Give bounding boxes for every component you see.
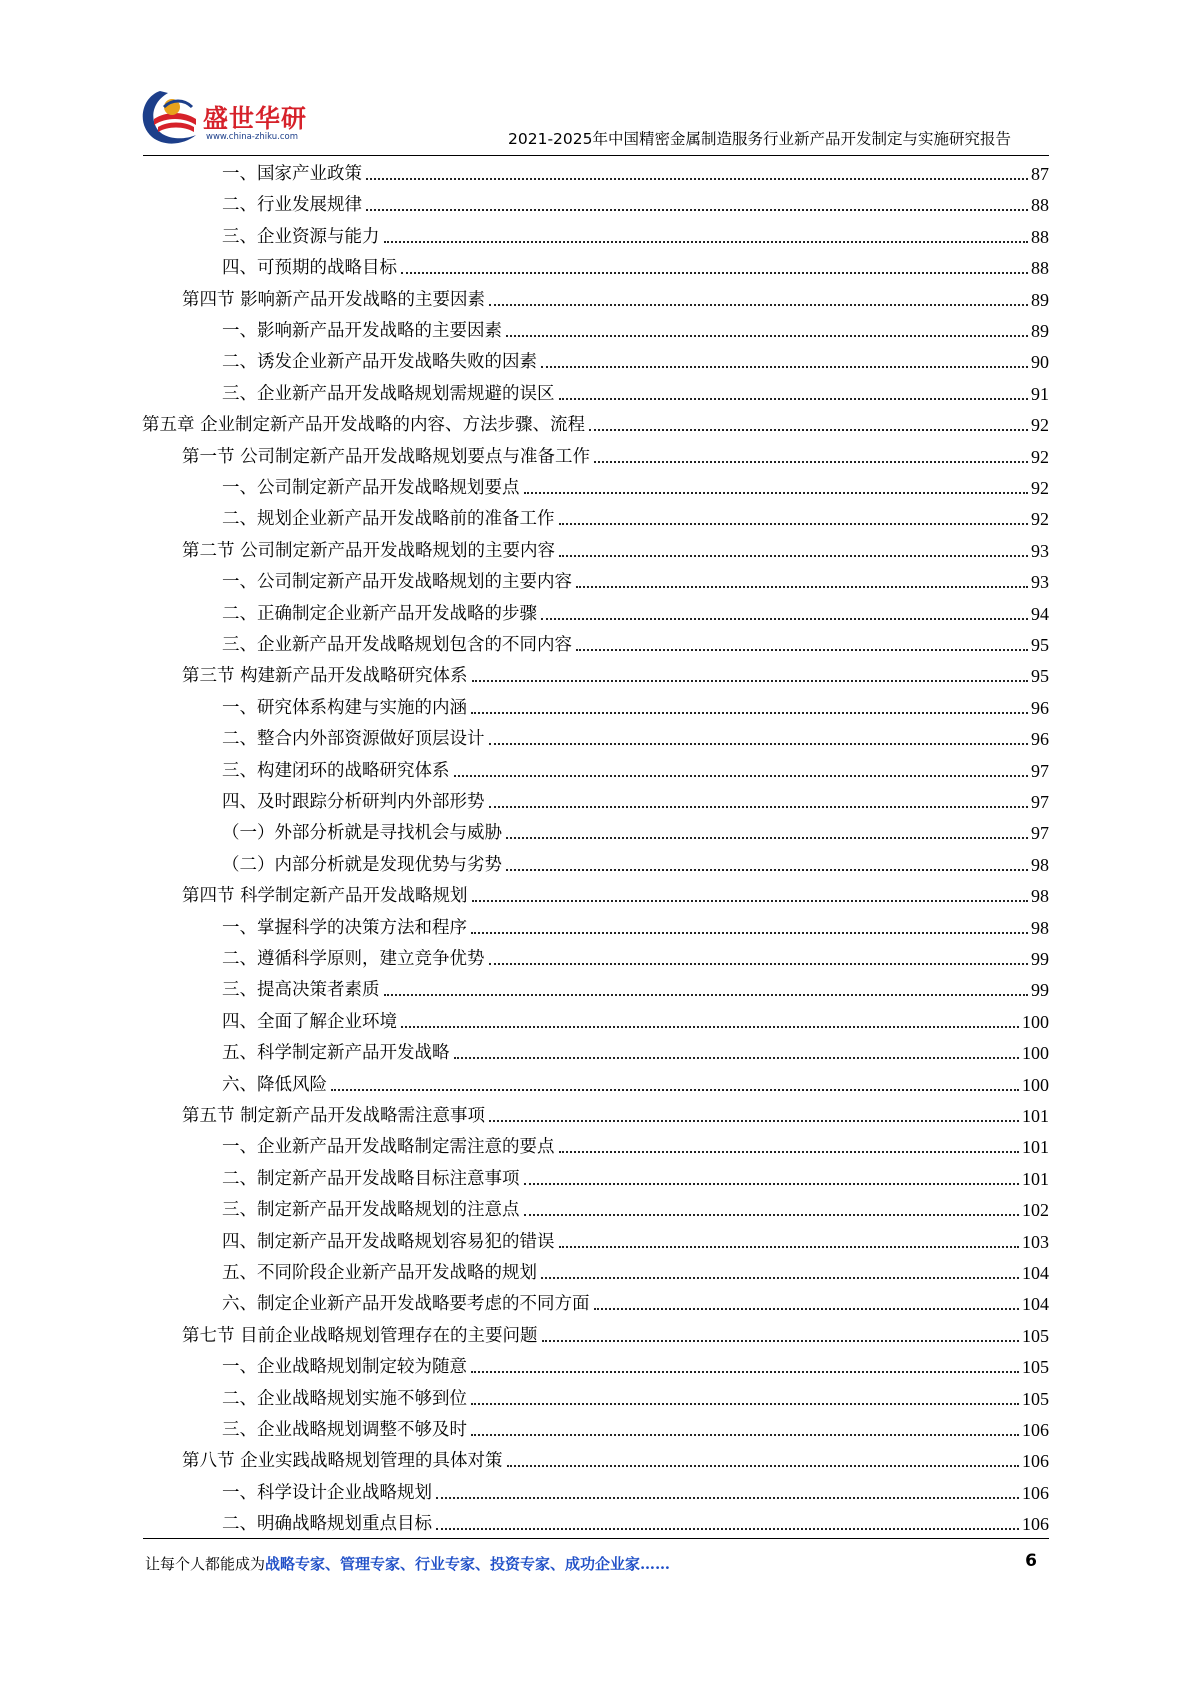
toc-entry-label: 三、构建闭环的战略研究体系 (222, 760, 450, 781)
toc-entry-page: 100 (1022, 1011, 1049, 1032)
toc-entry-page: 88 (1031, 226, 1049, 247)
toc-leader-dots (506, 869, 1028, 871)
toc-entry[interactable] (222, 1066, 1049, 1096)
toc-leader-dots (489, 304, 1028, 306)
toc-entry-label: 第四节 影响新产品开发战略的主要因素 (182, 289, 486, 310)
toc-entry[interactable] (182, 281, 1049, 311)
toc-entry[interactable] (182, 657, 1049, 687)
toc-leader-dots (589, 429, 1028, 431)
toc-leader-dots (559, 1246, 1020, 1248)
toc-entry-label: 一、公司制定新产品开发战略规划的主要内容 (222, 572, 572, 593)
toc-entry[interactable] (222, 595, 1049, 625)
toc-leader-dots (524, 1183, 1020, 1185)
toc-entry-page: 101 (1022, 1168, 1049, 1189)
toc-leader-dots (489, 806, 1029, 808)
footer-slogan-emphasis: 战略专家、管理专家、行业专家、投资专家、成功企业家…… (265, 1555, 671, 1573)
toc-leader-dots (559, 1151, 1020, 1153)
toc-entry[interactable] (222, 783, 1049, 813)
toc-leader-dots (541, 1277, 1019, 1279)
toc-leader-dots (454, 1057, 1020, 1059)
toc-entry-page: 88 (1031, 195, 1049, 216)
toc-leader-dots (542, 1340, 1019, 1342)
toc-leader-dots (576, 649, 1028, 651)
toc-entry-page: 103 (1022, 1231, 1049, 1252)
toc-entry[interactable] (222, 1348, 1049, 1378)
toc-entry-page: 105 (1022, 1325, 1049, 1346)
toc-entry[interactable] (222, 1160, 1049, 1190)
toc-entry[interactable] (222, 626, 1049, 656)
toc-entry-page: 97 (1031, 823, 1049, 844)
toc-leader-dots (506, 335, 1028, 337)
toc-entry-page: 92 (1031, 446, 1049, 467)
toc-entry-page: 104 (1022, 1294, 1049, 1315)
toc-entry-label: 一、掌握科学的决策方法和程序 (222, 917, 467, 938)
report-title: 2021-2025年中国精密金属制造服务行业新产品开发制定与实施研究报告 (508, 130, 1011, 148)
toc-entry[interactable] (222, 563, 1049, 593)
toc-leader-dots (489, 963, 1029, 965)
toc-entry-page: 100 (1022, 1074, 1049, 1095)
toc-entry[interactable] (222, 375, 1049, 405)
toc-leader-dots (366, 178, 1028, 180)
toc-entry-page: 106 (1022, 1514, 1049, 1535)
toc-entry[interactable] (182, 877, 1049, 907)
toc-entry-page: 106 (1022, 1451, 1049, 1472)
toc-entry[interactable] (182, 438, 1049, 468)
toc-entry-label: 三、企业新产品开发战略规划包含的不同内容 (222, 635, 572, 655)
toc-entry[interactable] (222, 909, 1049, 939)
toc-entry[interactable] (222, 1380, 1049, 1410)
toc-entry-page: 97 (1031, 792, 1049, 812)
toc-leader-dots (576, 586, 1028, 588)
toc-entry-label: 三、企业资源与能力 (222, 226, 380, 247)
toc-entry[interactable] (222, 249, 1049, 279)
toc-entry-label: （一）外部分析就是寻找机会与威胁 (222, 823, 502, 844)
toc-leader-dots (454, 775, 1029, 777)
toc-leader-dots (436, 1497, 1019, 1499)
toc-entry-label: 三、企业新产品开发战略规划需规避的误区 (222, 383, 555, 404)
toc-leader-dots (559, 398, 1029, 400)
toc-entry-label: 一、影响新产品开发战略的主要因素 (222, 321, 502, 341)
toc-leader-dots (384, 241, 1029, 243)
toc-entry-page: 95 (1031, 666, 1049, 687)
toc-leader-dots (331, 1089, 1019, 1091)
toc-entry-page: 96 (1031, 697, 1049, 718)
toc-entry[interactable] (222, 1128, 1049, 1158)
toc-entry-label: 六、制定企业新产品开发战略要考虑的不同方面 (222, 1294, 590, 1315)
toc-entry-label: （二）内部分析就是发现优势与劣势 (222, 854, 502, 875)
toc-entry-page: 94 (1031, 603, 1049, 624)
toc-entry-label: 一、国家产业政策 (222, 164, 362, 184)
toc-entry[interactable] (222, 689, 1049, 719)
toc-leader-dots (471, 712, 1028, 714)
toc-entry[interactable] (222, 971, 1049, 1001)
toc-leader-dots (594, 1308, 1020, 1310)
toc-entry[interactable] (222, 846, 1049, 876)
toc-entry-label: 第一节 公司制定新产品开发战略规划要点与准备工作 (182, 446, 591, 467)
toc-entry[interactable] (182, 1317, 1049, 1347)
toc-entry-page: 98 (1031, 854, 1049, 875)
toc-entry-page: 89 (1031, 289, 1049, 310)
toc-entry[interactable] (222, 343, 1049, 373)
toc-leader-dots (384, 994, 1029, 996)
toc-entry-label: 二、行业发展规律 (222, 195, 362, 216)
toc-entry-label: 二、诱发企业新产品开发战略失败的因素 (222, 352, 537, 373)
toc-leader-dots (559, 523, 1029, 525)
toc-entry[interactable] (222, 1223, 1049, 1253)
logo-url: www.china-zhiku.com (206, 132, 298, 142)
toc-entry-label: 五、不同阶段企业新产品开发战略的规划 (222, 1263, 537, 1283)
toc-leader-dots (524, 492, 1029, 494)
toc-entry-page: 102 (1022, 1200, 1049, 1221)
toc-entry-page: 101 (1022, 1106, 1049, 1126)
toc-entry-label: 第七节 目前企业战略规划管理存在的主要问题 (182, 1325, 538, 1346)
toc-entry-page: 90 (1031, 352, 1049, 373)
toc-entry[interactable] (222, 500, 1049, 530)
toc-entry[interactable] (222, 1003, 1049, 1033)
page-header (0, 0, 1191, 160)
footer-divider (143, 1538, 1049, 1539)
toc-entry-page: 100 (1022, 1043, 1049, 1064)
toc-leader-dots (559, 555, 1028, 557)
toc-entry-label: 二、制定新产品开发战略目标注意事项 (222, 1168, 520, 1189)
toc-entry[interactable] (222, 1505, 1049, 1535)
toc-entry-label: 第五节 制定新产品开发战略需注意事项 (182, 1106, 486, 1126)
logo-text: 盛世华研 (203, 104, 308, 133)
toc-entry-page: 105 (1022, 1357, 1049, 1378)
footer-slogan-prefix: 让每个人都能成为 (145, 1555, 266, 1573)
toc-entry-page: 98 (1031, 886, 1049, 907)
toc-entry-label: 第八节 企业实践战略规划管理的具体对策 (182, 1451, 503, 1472)
toc-entry[interactable] (222, 720, 1049, 750)
toc-leader-dots (471, 1403, 1019, 1405)
toc-entry-label: 第三节 构建新产品开发战略研究体系 (182, 666, 468, 687)
toc-entry-page: 92 (1031, 415, 1049, 436)
toc-entry[interactable] (222, 469, 1049, 499)
page-number: 6 (1025, 1551, 1037, 1571)
toc-entry[interactable] (222, 940, 1049, 970)
toc-entry-page: 95 (1031, 635, 1049, 655)
toc-leader-dots (507, 1465, 1019, 1467)
toc-leader-dots (471, 932, 1028, 934)
toc-entry-label: 二、遵循科学原则，建立竞争优势 (222, 949, 485, 969)
toc-entry-label: 四、及时跟踪分析研判内外部形势 (222, 792, 485, 812)
toc-entry-label: 六、降低风险 (222, 1074, 327, 1095)
toc-entry-label: 四、可预期的战略目标 (222, 258, 397, 279)
toc-entry-page: 106 (1022, 1482, 1049, 1503)
toc-entry[interactable] (222, 1411, 1049, 1441)
toc-leader-dots (541, 618, 1028, 620)
toc-leader-dots (436, 1528, 1019, 1530)
toc-entry-page: 93 (1031, 572, 1049, 593)
toc-entry-page: 87 (1031, 164, 1049, 184)
toc-leader-dots (594, 461, 1028, 463)
toc-entry[interactable] (222, 1254, 1049, 1284)
toc-entry[interactable] (222, 155, 1049, 185)
toc-entry-page: 99 (1031, 980, 1049, 1001)
toc-entry[interactable] (222, 1285, 1049, 1315)
toc-entry-page: 97 (1031, 760, 1049, 781)
toc-leader-dots (401, 1026, 1019, 1028)
footer-slogan (145, 1553, 670, 1574)
toc-entry[interactable] (182, 1442, 1049, 1472)
toc-entry-label: 五、科学制定新产品开发战略 (222, 1043, 450, 1064)
toc-entry-page: 91 (1031, 383, 1049, 404)
toc-leader-dots (401, 272, 1028, 274)
toc-entry-label: 第二节 公司制定新产品开发战略规划的主要内容 (182, 540, 556, 561)
toc-entry-label: 二、正确制定企业新产品开发战略的步骤 (222, 603, 537, 624)
toc-leader-dots (366, 209, 1028, 211)
toc-entry[interactable] (182, 1097, 1049, 1127)
toc-entry[interactable] (222, 814, 1049, 844)
toc-entry-label: 三、制定新产品开发战略规划的注意点 (222, 1200, 520, 1221)
toc-entry[interactable] (222, 1034, 1049, 1064)
toc-entry-label: 二、企业战略规划实施不够到位 (222, 1388, 467, 1409)
toc-entry[interactable] (182, 532, 1049, 562)
toc-entry[interactable] (222, 752, 1049, 782)
toc-leader-dots (472, 680, 1028, 682)
toc-leader-dots (506, 837, 1028, 839)
toc-leader-dots (541, 366, 1028, 368)
toc-entry-label: 二、规划企业新产品开发战略前的准备工作 (222, 509, 555, 530)
toc-entry-page: 88 (1031, 258, 1049, 279)
toc-entry-page: 101 (1022, 1137, 1049, 1158)
toc-leader-dots (471, 1434, 1019, 1436)
toc-entry-page: 99 (1031, 949, 1049, 969)
toc-entry-label: 三、提高决策者素质 (222, 980, 380, 1001)
toc-entry-label: 一、研究体系构建与实施的内涵 (222, 697, 467, 718)
toc-entry-page: 106 (1022, 1420, 1049, 1440)
toc-entry-label: 二、整合内外部资源做好顶层设计 (222, 729, 485, 750)
toc-entry-label: 第四节 科学制定新产品开发战略规划 (182, 886, 468, 907)
toc-entry[interactable] (222, 312, 1049, 342)
toc-entry-label: 一、企业新产品开发战略制定需注意的要点 (222, 1137, 555, 1158)
toc-entry-page: 92 (1031, 509, 1049, 530)
toc-entry-page: 93 (1031, 540, 1049, 561)
toc-leader-dots (489, 1120, 1019, 1122)
toc-entry-page: 96 (1031, 729, 1049, 750)
toc-entry-label: 四、全面了解企业环境 (222, 1011, 397, 1032)
toc-entry-page: 89 (1031, 321, 1049, 341)
toc-entry[interactable] (142, 406, 1049, 436)
toc-entry-page: 98 (1031, 917, 1049, 938)
toc-entry-page: 92 (1031, 478, 1049, 498)
toc-entry-label: 一、科学设计企业战略规划 (222, 1482, 432, 1503)
toc-entry-label: 第五章 企业制定新产品开发战略的内容、方法步骤、流程 (142, 415, 586, 436)
toc-entry[interactable] (222, 1474, 1049, 1504)
toc-entry[interactable] (222, 1191, 1049, 1221)
toc-entry-label: 四、制定新产品开发战略规划容易犯的错误 (222, 1231, 555, 1252)
toc-leader-dots (489, 743, 1029, 745)
toc-entry-page: 104 (1022, 1263, 1049, 1283)
toc-entry[interactable] (222, 218, 1049, 248)
toc-entry-label: 二、明确战略规划重点目标 (222, 1514, 432, 1535)
toc-leader-dots (524, 1214, 1020, 1216)
toc-leader-dots (471, 1371, 1019, 1373)
toc-entry-page: 105 (1022, 1388, 1049, 1409)
toc-entry-label: 一、公司制定新产品开发战略规划要点 (222, 478, 520, 498)
toc-entry-label: 三、企业战略规划调整不够及时 (222, 1420, 467, 1440)
toc-leader-dots (472, 900, 1028, 902)
toc-entry-label: 一、企业战略规划制定较为随意 (222, 1357, 467, 1378)
toc-entry[interactable] (222, 186, 1049, 216)
